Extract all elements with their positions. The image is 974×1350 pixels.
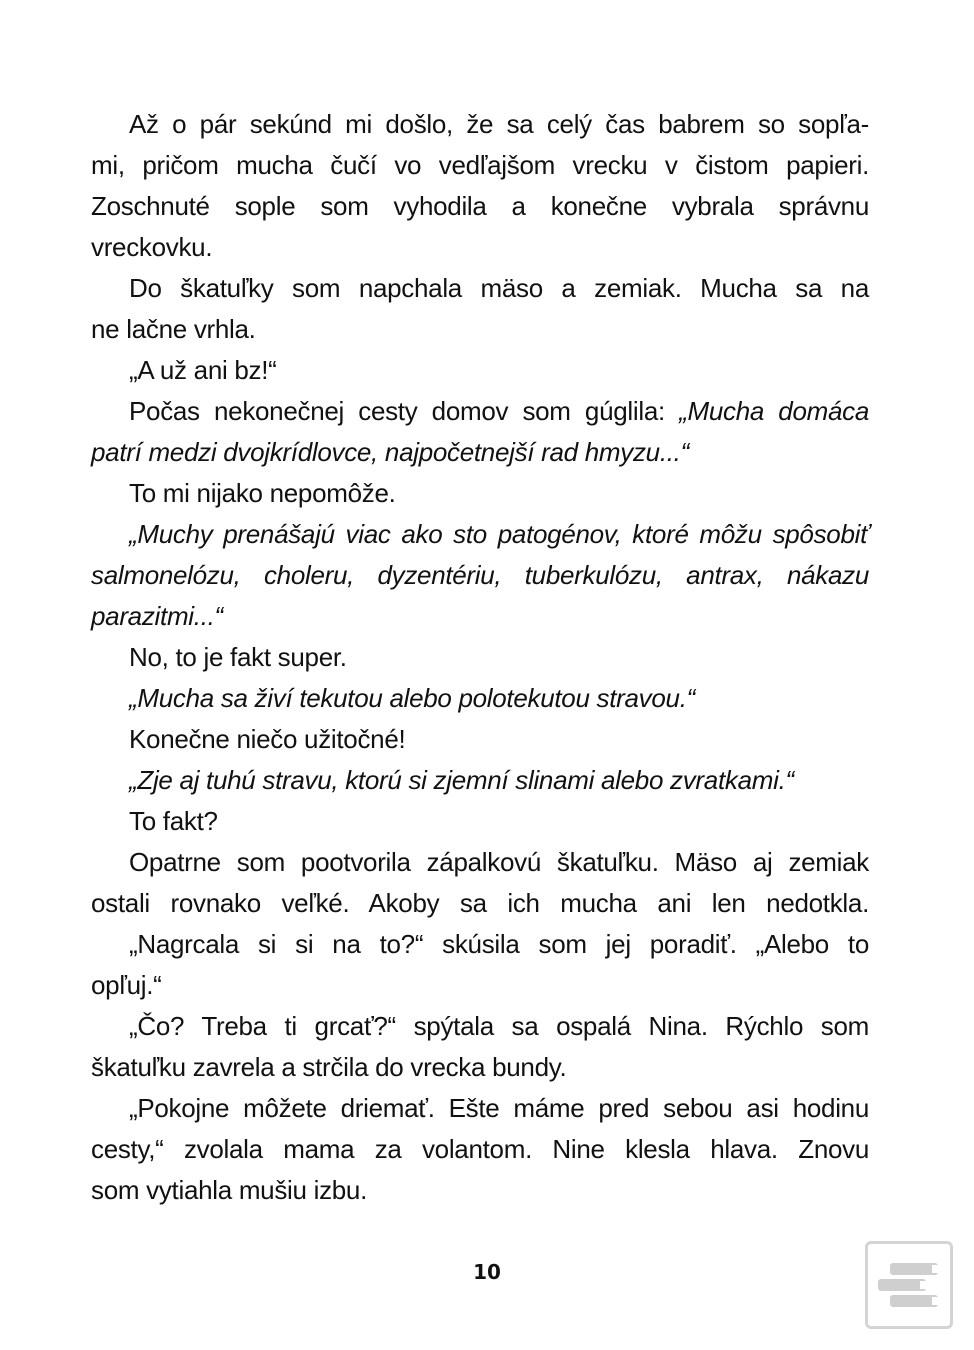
text-line — [91, 268, 869, 309]
text-segment: cesty,“ zvolala mama za volantom. Nine klesla hlava. Znovu — [91, 1134, 869, 1164]
text-line — [91, 514, 869, 555]
text-segment: Opatrne som pootvorila zápalkovú škatuľku. Mäso aj zemiak — [129, 847, 869, 877]
text-segment: Počas nekonečnej cesty domov som gúglila: — [129, 396, 680, 426]
text-line — [91, 719, 869, 760]
text-line — [91, 801, 869, 842]
text-line — [91, 350, 869, 391]
quoted-italic-text: „Mucha domáca — [679, 396, 869, 426]
text-line — [91, 432, 869, 473]
text-line — [91, 842, 869, 883]
text-segment: Do škatuľky som napchala mäso a zemiak. Mucha sa na — [129, 273, 869, 303]
text-line — [91, 104, 869, 145]
text-line — [91, 227, 869, 268]
text-segment: mi, pričom mucha čučí vo vedľajšom vrecku v čistom papieri. — [91, 150, 869, 180]
text-segment: ostali rovnako veľké. Akoby sa ich mucha ani len nedotkla. — [91, 888, 869, 918]
text-line — [91, 924, 869, 965]
text-line — [91, 186, 869, 227]
text-line — [91, 965, 869, 1006]
text-segment: Až o pár sekúnd mi došlo, že sa celý čas babrem so sopľa- — [129, 109, 869, 139]
text-segment: Konečne niečo užitočné! — [129, 724, 406, 754]
quoted-italic-text: patrí medzi dvojkrídlovce, najpočetnejší rad hmyzu...“ — [91, 437, 689, 467]
text-segment: No, to je fakt super. — [129, 642, 347, 672]
text-line — [91, 473, 869, 514]
body-text — [91, 104, 869, 1211]
text-line — [91, 145, 869, 186]
text-segment: som vytiahla mušiu izbu. — [91, 1175, 368, 1205]
quoted-italic-text: „Mucha sa živí tekutou alebo polotekutou stravou.“ — [129, 683, 695, 713]
books-stack-icon-graphic — [868, 1244, 950, 1326]
text-segment: To fakt? — [129, 806, 218, 836]
quoted-italic-text: „Zje aj tuhú stravu, ktorú si zjemní slinami alebo zvratkami.“ — [129, 765, 794, 795]
text-segment: „Pokojne môžete driemať. Ešte máme pred sebou asi hodinu — [129, 1093, 869, 1123]
text-line — [91, 883, 869, 924]
page-number: 10 — [473, 1260, 501, 1284]
text-segment: ne lačne vrhla. — [91, 314, 256, 344]
text-line — [91, 678, 869, 719]
books-stack-icon[interactable] — [865, 1241, 953, 1329]
text-line — [91, 1006, 869, 1047]
text-segment: „A už ani bz!“ — [129, 355, 277, 385]
text-segment: „Čo? Treba ti grcať?“ spýtala sa ospalá Nina. Rýchlo som — [129, 1011, 869, 1041]
text-segment: To mi nijako nepomôže. — [129, 478, 396, 508]
text-segment: vreckovku. — [91, 232, 213, 262]
text-segment: Zoschnuté sople som vyhodila a konečne vybrala správnu — [91, 191, 869, 221]
text-segment: opľuj.“ — [91, 970, 162, 1000]
text-line — [91, 1129, 869, 1170]
text-line — [91, 637, 869, 678]
text-line — [91, 309, 869, 350]
text-segment: škatuľku zavrela a strčila do vrecka bundy. — [91, 1052, 567, 1082]
text-segment: „Nagrcala si si na to?“ skúsila som jej poradiť. „Alebo to — [129, 929, 869, 959]
text-line — [91, 391, 869, 432]
text-line — [91, 555, 869, 596]
text-line — [91, 596, 869, 637]
text-line — [91, 1047, 869, 1088]
quoted-italic-text: „Muchy prenášajú viac ako sto patogénov, ktoré môžu spôsobiť — [129, 519, 869, 549]
text-line — [91, 1170, 869, 1211]
quoted-italic-text: parazitmi...“ — [91, 601, 223, 631]
text-line — [91, 1088, 869, 1129]
quoted-italic-text: salmonelózu, choleru, dyzentériu, tuberkulózu, antrax, nákazu — [91, 560, 869, 590]
text-line — [91, 760, 869, 801]
